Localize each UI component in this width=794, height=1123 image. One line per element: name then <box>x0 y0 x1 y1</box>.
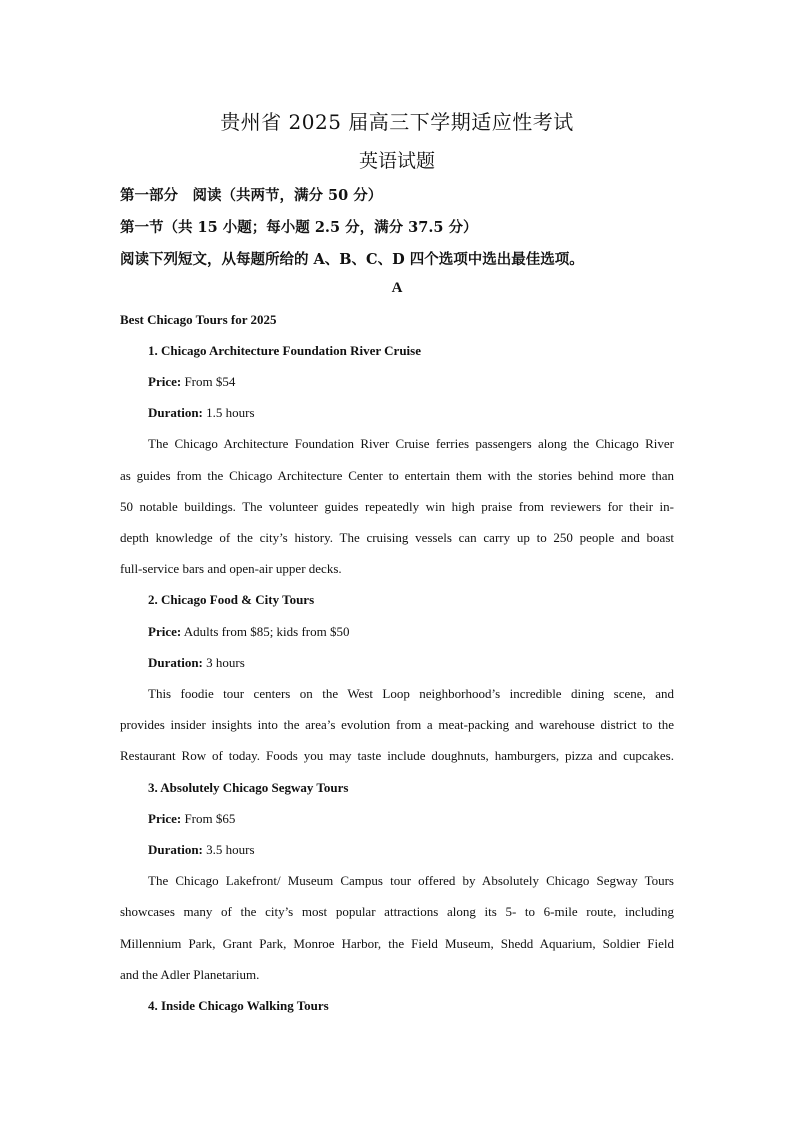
tour-2-text-line-2: provides insider insights into the area’s evolution from a meat-packing and warehouse district to the <box>120 717 674 732</box>
exam-subtitle: 英语试题 <box>358 150 435 172</box>
section-subheading: 第一节（共 15 小题；每小题 2.5 分，满分 37.5 分） <box>120 219 478 236</box>
tour-2-text-line-1: This foodie tour centers on the West Loop neighborhood’s incredible dining scene, and <box>148 686 674 701</box>
tour-3-duration-value: 3.5 hours <box>206 842 255 857</box>
tour-1-text-line-3: 50 notable buildings. The volunteer guides repeatedly win high praise from reviewers for their in- <box>120 499 674 514</box>
reading-instruction: 阅读下列短文，从每题所给的 A、B、C、D 四个选项中选出最佳选项。 <box>120 251 584 268</box>
tour-2-price <box>148 624 350 640</box>
tour-2-price-value: Adults from $85; kids from $50 <box>183 624 350 639</box>
tour-4-title: 4. Inside Chicago Walking Tours <box>148 998 329 1013</box>
tour-3-text-line-4: and the Adler Planetarium. <box>120 967 260 982</box>
tour-2-duration-value: 3 hours <box>206 655 245 670</box>
duration-label: Duration: <box>148 405 203 420</box>
exam-title: 贵州省 2025 届高三下学期适应性考试 <box>220 110 574 134</box>
tour-1-text-line-2: as guides from the Chicago Architecture Center to entertain them with the stories behind more than <box>120 468 674 483</box>
tour-2-duration <box>148 655 245 671</box>
tour-3-text-line-3: Millennium Park, Grant Park, Monroe Harbor, the Field Museum, Shedd Aquarium, Soldier Field <box>120 936 674 951</box>
tour-3-text-line-1: The Chicago Lakefront/ Museum Campus tour offered by Absolutely Chicago Segway Tours <box>148 873 674 888</box>
tour-1-duration-value: 1.5 hours <box>206 405 255 420</box>
duration-label: Duration: <box>148 842 203 857</box>
price-label: Price: <box>148 374 182 389</box>
tour-1-duration <box>148 405 255 421</box>
tour-3-text-line-2: showcases many of the city’s most popular attractions along its 5- to 6-mile route, including <box>120 904 674 919</box>
tour-1-price-value: From $54 <box>184 374 236 389</box>
tour-1-text-line-4: depth knowledge of the city’s history. The cruising vessels can carry up to 250 people and boast <box>120 530 674 545</box>
tour-2-text-line-3: Restaurant Row of today. Foods you may taste include doughnuts, hamburgers, pizza and cupcakes. <box>120 748 674 763</box>
tour-3-duration <box>148 842 255 858</box>
tour-1-title: 1. Chicago Architecture Foundation River Cruise <box>148 343 421 358</box>
price-label: Price: <box>148 624 182 639</box>
tour-3-title: 3. Absolutely Chicago Segway Tours <box>148 780 349 795</box>
price-label: Price: <box>148 811 182 826</box>
passage-heading: Best Chicago Tours for 2025 <box>120 312 277 327</box>
tour-3-price-value: From $65 <box>184 811 236 826</box>
passage-letter: A <box>391 280 403 296</box>
duration-label: Duration: <box>148 655 203 670</box>
tour-1-text-line-5: full-service bars and open-air upper decks. <box>120 561 342 576</box>
tour-1-price <box>148 374 235 390</box>
tour-3-price <box>148 811 235 827</box>
tour-2-title: 2. Chicago Food & City Tours <box>148 592 315 607</box>
tour-1-text-line-1: The Chicago Architecture Foundation River Cruise ferries passengers along the Chicago River <box>148 436 674 451</box>
section-part-heading: 第一部分 阅读（共两节，满分 50 分） <box>120 187 383 204</box>
